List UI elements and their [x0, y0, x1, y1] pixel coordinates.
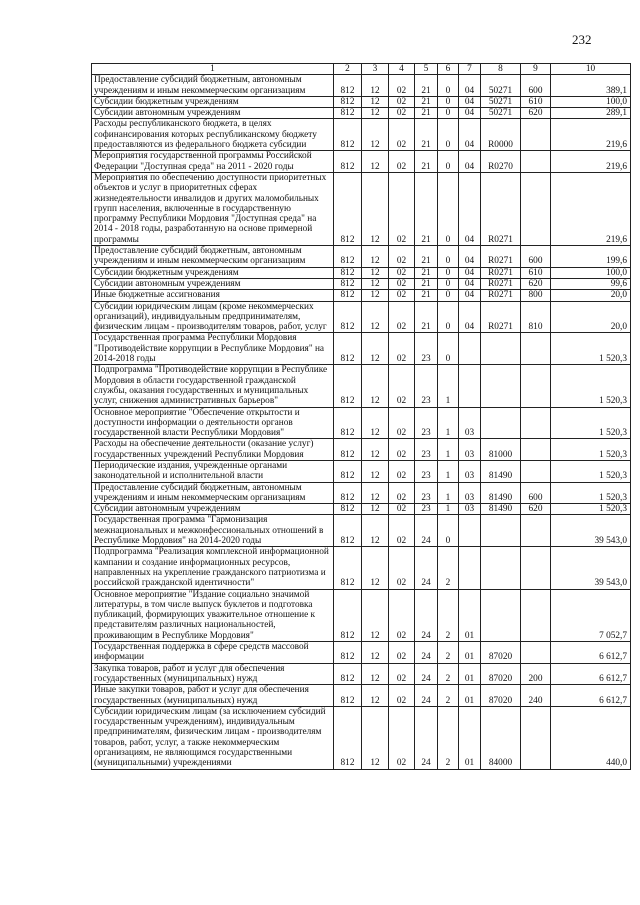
row-ministry: 812	[334, 439, 362, 461]
row-expense-type	[521, 407, 551, 439]
row-section: 12	[362, 460, 389, 482]
row-direction: R0271	[481, 278, 521, 289]
row-direction: 81490	[481, 460, 521, 482]
row-direction	[481, 515, 521, 547]
row-program: 23	[415, 504, 438, 515]
row-ministry: 812	[334, 504, 362, 515]
row-subsection: 02	[389, 75, 415, 97]
row-name: Субсидии бюджетным учреждениям	[92, 96, 334, 107]
row-ministry: 812	[334, 108, 362, 119]
row-section: 12	[362, 96, 389, 107]
row-ministry: 812	[334, 365, 362, 407]
row-section: 12	[362, 75, 389, 97]
row-subsection: 02	[389, 96, 415, 107]
table-row	[92, 75, 631, 97]
row-subprogram: 0	[438, 75, 459, 97]
row-direction: 50271	[481, 108, 521, 119]
row-section: 12	[362, 685, 389, 707]
row-measure: 01	[459, 663, 481, 685]
row-measure: 04	[459, 108, 481, 119]
row-expense-type: 600	[521, 246, 551, 268]
row-subprogram: 1	[438, 365, 459, 407]
row-expense-type	[521, 642, 551, 664]
row-expense-type: 240	[521, 685, 551, 707]
row-subprogram: 0	[438, 290, 459, 301]
row-name: Субсидии юридическим лицам (за исключением субсидий государственным учреждениям), индивидуальным предпринимателям, физическим лицам - производителям товаров, работ, услуг, а также некоммерческим организациям, не являющимся государственными (муниципальными) учреждениями	[92, 706, 334, 769]
row-expense-type	[521, 589, 551, 641]
row-section: 12	[362, 515, 389, 547]
row-program: 24	[415, 515, 438, 547]
row-measure: 03	[459, 504, 481, 515]
row-direction: 50271	[481, 96, 521, 107]
row-name: Государственная программа Республики Мордовия "Противодействие коррупции в Республике Мордовия" на 2014-2018 годы	[92, 333, 334, 365]
row-section: 12	[362, 663, 389, 685]
row-section: 12	[362, 119, 389, 151]
row-program: 23	[415, 439, 438, 461]
row-subsection: 02	[389, 246, 415, 268]
row-subprogram: 0	[438, 515, 459, 547]
row-program: 21	[415, 267, 438, 278]
row-section: 12	[362, 547, 389, 589]
table-row	[92, 642, 631, 664]
row-measure: 01	[459, 589, 481, 641]
col-header: 9	[521, 64, 551, 75]
row-direction	[481, 365, 521, 407]
row-direction: 87020	[481, 663, 521, 685]
table-row	[92, 246, 631, 268]
row-program: 24	[415, 685, 438, 707]
row-subsection: 02	[389, 172, 415, 245]
row-subprogram: 0	[438, 246, 459, 268]
row-subsection: 02	[389, 278, 415, 289]
row-program: 23	[415, 460, 438, 482]
col-header: 1	[92, 64, 334, 75]
table-row	[92, 119, 631, 151]
row-subsection: 02	[389, 301, 415, 333]
row-expense-type	[521, 119, 551, 151]
row-ministry: 812	[334, 407, 362, 439]
row-direction: R0000	[481, 119, 521, 151]
row-ministry: 812	[334, 278, 362, 289]
row-amount: 1 520,3	[551, 504, 631, 515]
row-subsection: 02	[389, 504, 415, 515]
row-measure: 04	[459, 75, 481, 97]
row-expense-type	[521, 460, 551, 482]
row-section: 12	[362, 151, 389, 173]
row-subprogram: 2	[438, 685, 459, 707]
row-expense-type	[521, 333, 551, 365]
row-ministry: 812	[334, 706, 362, 769]
row-program: 21	[415, 278, 438, 289]
row-expense-type: 810	[521, 301, 551, 333]
row-name: Субсидии автономным учреждениям	[92, 108, 334, 119]
row-measure: 04	[459, 301, 481, 333]
row-section: 12	[362, 407, 389, 439]
row-program: 23	[415, 482, 438, 504]
row-name: Мероприятия по обеспечению доступности приоритетных объектов и услуг в приоритетных сферах жизнедеятельности инвалидов и других маломобильных групп населения, включенные в государственную программу Республики Мордовия "Доступная среда" на 2014 - 2018 годы, разработанную на основе примерной программы	[92, 172, 334, 245]
row-amount: 219,6	[551, 119, 631, 151]
row-subsection: 02	[389, 642, 415, 664]
row-direction: R0271	[481, 267, 521, 278]
row-direction: R0271	[481, 290, 521, 301]
row-program: 21	[415, 75, 438, 97]
row-section: 12	[362, 642, 389, 664]
row-measure: 04	[459, 119, 481, 151]
row-section: 12	[362, 589, 389, 641]
row-name: Расходы на обеспечение деятельности (оказание услуг) государственных учреждений Республики Мордовия	[92, 439, 334, 461]
row-program: 24	[415, 642, 438, 664]
row-direction: 50271	[481, 75, 521, 97]
row-name: Субсидии юридическим лицам (кроме некоммерческих организаций), индивидуальным предпринимателям, физическим лицам - производителям товаров, работ, услуг	[92, 301, 334, 333]
row-measure	[459, 333, 481, 365]
row-amount: 1 520,3	[551, 333, 631, 365]
row-section: 12	[362, 267, 389, 278]
row-subprogram: 0	[438, 172, 459, 245]
row-direction: 84000	[481, 706, 521, 769]
row-amount: 1 520,3	[551, 439, 631, 461]
row-subprogram: 0	[438, 96, 459, 107]
row-direction	[481, 589, 521, 641]
row-name: Государственная поддержка в сфере средств массовой информации	[92, 642, 334, 664]
row-expense-type	[521, 151, 551, 173]
row-program: 24	[415, 589, 438, 641]
row-name: Подпрограмма "Реализация комплексной информационной кампании и создание информационных ресурсов, направленных на укрепление гражданского патриотизма и российской гражданской идентичности"	[92, 547, 334, 589]
row-amount: 440,0	[551, 706, 631, 769]
row-expense-type: 610	[521, 267, 551, 278]
row-subsection: 02	[389, 663, 415, 685]
col-header: 5	[415, 64, 438, 75]
row-subsection: 02	[389, 515, 415, 547]
row-program: 21	[415, 108, 438, 119]
row-measure: 01	[459, 685, 481, 707]
row-direction: R0271	[481, 246, 521, 268]
table-row	[92, 460, 631, 482]
row-subsection: 02	[389, 267, 415, 278]
row-expense-type: 200	[521, 663, 551, 685]
row-amount: 1 520,3	[551, 365, 631, 407]
row-subsection: 02	[389, 108, 415, 119]
col-header: 7	[459, 64, 481, 75]
row-ministry: 812	[334, 589, 362, 641]
row-subprogram: 2	[438, 706, 459, 769]
row-expense-type: 620	[521, 278, 551, 289]
row-subsection: 02	[389, 460, 415, 482]
page-number: 232	[572, 32, 592, 47]
row-name: Предоставление субсидий бюджетным, автономным учреждениям и иным некоммерческим организациям	[92, 75, 334, 97]
row-ministry: 812	[334, 460, 362, 482]
row-direction	[481, 407, 521, 439]
row-measure: 04	[459, 151, 481, 173]
row-subsection: 02	[389, 482, 415, 504]
row-measure: 04	[459, 290, 481, 301]
row-name: Иные бюджетные ассигнования	[92, 290, 334, 301]
row-subsection: 02	[389, 365, 415, 407]
row-direction: 81490	[481, 504, 521, 515]
col-header: 3	[362, 64, 389, 75]
row-subsection: 02	[389, 685, 415, 707]
row-subprogram: 0	[438, 333, 459, 365]
row-direction: 87020	[481, 685, 521, 707]
row-direction	[481, 547, 521, 589]
row-amount: 100,0	[551, 96, 631, 107]
row-subprogram: 0	[438, 108, 459, 119]
row-ministry: 812	[334, 547, 362, 589]
table-row	[92, 706, 631, 769]
row-subprogram: 2	[438, 547, 459, 589]
row-measure: 04	[459, 172, 481, 245]
row-name: Субсидии автономным учреждениям	[92, 504, 334, 515]
table-row	[92, 267, 631, 278]
row-ministry: 812	[334, 333, 362, 365]
row-name: Субсидии автономным учреждениям	[92, 278, 334, 289]
row-program: 21	[415, 96, 438, 107]
row-amount: 219,6	[551, 172, 631, 245]
row-section: 12	[362, 439, 389, 461]
row-measure: 03	[459, 407, 481, 439]
row-amount: 289,1	[551, 108, 631, 119]
budget-table	[91, 63, 631, 770]
row-amount: 39 543,0	[551, 547, 631, 589]
row-program: 21	[415, 151, 438, 173]
row-program: 21	[415, 119, 438, 151]
table-row	[92, 685, 631, 707]
row-measure	[459, 515, 481, 547]
row-section: 12	[362, 365, 389, 407]
row-name: Субсидии бюджетным учреждениям	[92, 267, 334, 278]
row-direction: R0270	[481, 151, 521, 173]
row-expense-type: 610	[521, 96, 551, 107]
row-name: Основное мероприятие "Обеспечение открытости и доступности информации о деятельности органов государственной власти Республики Мордовия"	[92, 407, 334, 439]
row-direction: 81000	[481, 439, 521, 461]
table-row	[92, 365, 631, 407]
row-name: Расходы республиканского бюджета, в целях софинансирования которых республиканскому бюджету предоставляются из федерального бюджета субсидии	[92, 119, 334, 151]
row-expense-type: 600	[521, 482, 551, 504]
col-header: 10	[551, 64, 631, 75]
row-amount: 1 520,3	[551, 407, 631, 439]
row-subprogram: 0	[438, 278, 459, 289]
row-section: 12	[362, 482, 389, 504]
row-name: Основное мероприятие "Издание социально значимой литературы, в том числе выпуск буклетов и подготовка публикаций, формирующих уважительное отношение к представителям различных национальностей, проживающим в Республике Мордовия"	[92, 589, 334, 641]
row-measure: 01	[459, 706, 481, 769]
row-subsection: 02	[389, 151, 415, 173]
row-amount: 6 612,7	[551, 663, 631, 685]
row-section: 12	[362, 706, 389, 769]
row-ministry: 812	[334, 151, 362, 173]
row-amount: 389,1	[551, 75, 631, 97]
col-header: 8	[481, 64, 521, 75]
row-direction: 81490	[481, 482, 521, 504]
row-name: Мероприятия государственной программы Российской Федерации "Доступная среда" на 2011 - 2020 годы	[92, 151, 334, 173]
row-subprogram: 1	[438, 482, 459, 504]
row-program: 24	[415, 663, 438, 685]
row-section: 12	[362, 172, 389, 245]
row-subprogram: 0	[438, 151, 459, 173]
table-row	[92, 172, 631, 245]
row-program: 23	[415, 407, 438, 439]
row-subsection: 02	[389, 119, 415, 151]
row-ministry: 812	[334, 515, 362, 547]
row-ministry: 812	[334, 663, 362, 685]
row-ministry: 812	[334, 685, 362, 707]
row-subprogram: 0	[438, 267, 459, 278]
col-header: 2	[334, 64, 362, 75]
row-amount: 219,6	[551, 151, 631, 173]
row-expense-type	[521, 515, 551, 547]
table-row	[92, 504, 631, 515]
row-ministry: 812	[334, 482, 362, 504]
row-expense-type	[521, 706, 551, 769]
row-direction	[481, 333, 521, 365]
row-amount: 1 520,3	[551, 460, 631, 482]
row-subprogram: 1	[438, 504, 459, 515]
table-row	[92, 589, 631, 641]
row-ministry: 812	[334, 642, 362, 664]
row-measure: 01	[459, 642, 481, 664]
row-subprogram: 0	[438, 119, 459, 151]
row-ministry: 812	[334, 172, 362, 245]
row-subsection: 02	[389, 407, 415, 439]
row-name: Закупка товаров, работ и услуг для обеспечения государственных (муниципальных) нужд	[92, 663, 334, 685]
row-name: Иные закупки товаров, работ и услуг для обеспечения государственных (муниципальных) нужд	[92, 685, 334, 707]
row-section: 12	[362, 504, 389, 515]
row-subsection: 02	[389, 706, 415, 769]
row-measure	[459, 365, 481, 407]
row-amount: 199,6	[551, 246, 631, 268]
row-amount: 99,6	[551, 278, 631, 289]
row-measure: 03	[459, 482, 481, 504]
row-subprogram: 1	[438, 460, 459, 482]
row-subprogram: 2	[438, 663, 459, 685]
row-subprogram: 2	[438, 642, 459, 664]
row-expense-type	[521, 172, 551, 245]
row-measure	[459, 547, 481, 589]
row-subsection: 02	[389, 333, 415, 365]
row-section: 12	[362, 246, 389, 268]
row-amount: 7 052,7	[551, 589, 631, 641]
row-subprogram: 1	[438, 439, 459, 461]
row-amount: 20,0	[551, 301, 631, 333]
row-amount: 39 543,0	[551, 515, 631, 547]
row-section: 12	[362, 333, 389, 365]
row-program: 24	[415, 547, 438, 589]
row-program: 23	[415, 333, 438, 365]
row-measure: 03	[459, 460, 481, 482]
row-measure: 04	[459, 96, 481, 107]
row-expense-type: 620	[521, 108, 551, 119]
row-section: 12	[362, 278, 389, 289]
table-row	[92, 407, 631, 439]
row-direction: 87020	[481, 642, 521, 664]
row-subsection: 02	[389, 439, 415, 461]
row-expense-type: 620	[521, 504, 551, 515]
row-measure: 04	[459, 267, 481, 278]
row-ministry: 812	[334, 75, 362, 97]
row-name: Предоставление субсидий бюджетным, автономным учреждениям и иным некоммерческим организациям	[92, 246, 334, 268]
row-program: 21	[415, 246, 438, 268]
row-program: 24	[415, 706, 438, 769]
col-header: 6	[438, 64, 459, 75]
table-row	[92, 290, 631, 301]
table-row	[92, 482, 631, 504]
row-amount: 100,0	[551, 267, 631, 278]
header-row	[92, 64, 631, 75]
table-row	[92, 663, 631, 685]
row-subsection: 02	[389, 547, 415, 589]
row-ministry: 812	[334, 290, 362, 301]
row-ministry: 812	[334, 119, 362, 151]
row-program: 21	[415, 301, 438, 333]
row-measure: 03	[459, 439, 481, 461]
row-name: Предоставление субсидий бюджетным, автономным учреждениям и иным некоммерческим организациям	[92, 482, 334, 504]
table-row	[92, 547, 631, 589]
col-header: 4	[389, 64, 415, 75]
row-direction: R0271	[481, 301, 521, 333]
table-row	[92, 333, 631, 365]
row-measure: 04	[459, 246, 481, 268]
row-expense-type	[521, 547, 551, 589]
row-amount: 6 612,7	[551, 642, 631, 664]
table-row	[92, 515, 631, 547]
row-subprogram: 1	[438, 407, 459, 439]
row-ministry: 812	[334, 267, 362, 278]
row-expense-type: 600	[521, 75, 551, 97]
row-expense-type: 800	[521, 290, 551, 301]
row-subprogram: 2	[438, 589, 459, 641]
row-expense-type	[521, 365, 551, 407]
row-ministry: 812	[334, 246, 362, 268]
row-ministry: 812	[334, 96, 362, 107]
row-section: 12	[362, 290, 389, 301]
row-section: 12	[362, 301, 389, 333]
row-name: Периодические издания, учрежденные органами законодательной и исполнительной власти	[92, 460, 334, 482]
row-subsection: 02	[389, 290, 415, 301]
row-subprogram: 0	[438, 301, 459, 333]
row-section: 12	[362, 108, 389, 119]
row-name: Подпрограмма "Противодействие коррупции в Республике Мордовия в области государственной гражданской службы, оказания государственных и муниципальных услуг, снижения административных барьеров"	[92, 365, 334, 407]
table-row	[92, 439, 631, 461]
table-row	[92, 278, 631, 289]
row-subsection: 02	[389, 589, 415, 641]
row-amount: 6 612,7	[551, 685, 631, 707]
row-amount: 1 520,3	[551, 482, 631, 504]
table-row	[92, 301, 631, 333]
row-name: Государственная программа "Гармонизация межнациональных и межконфессиональных отношений в Республике Мордовия" на 2014-2020 годы	[92, 515, 334, 547]
table-row	[92, 96, 631, 107]
table-row	[92, 108, 631, 119]
row-amount: 20,0	[551, 290, 631, 301]
row-expense-type	[521, 439, 551, 461]
row-direction: R0271	[481, 172, 521, 245]
row-program: 23	[415, 365, 438, 407]
table-row	[92, 151, 631, 173]
row-program: 21	[415, 172, 438, 245]
row-ministry: 812	[334, 301, 362, 333]
row-measure: 04	[459, 278, 481, 289]
row-program: 21	[415, 290, 438, 301]
